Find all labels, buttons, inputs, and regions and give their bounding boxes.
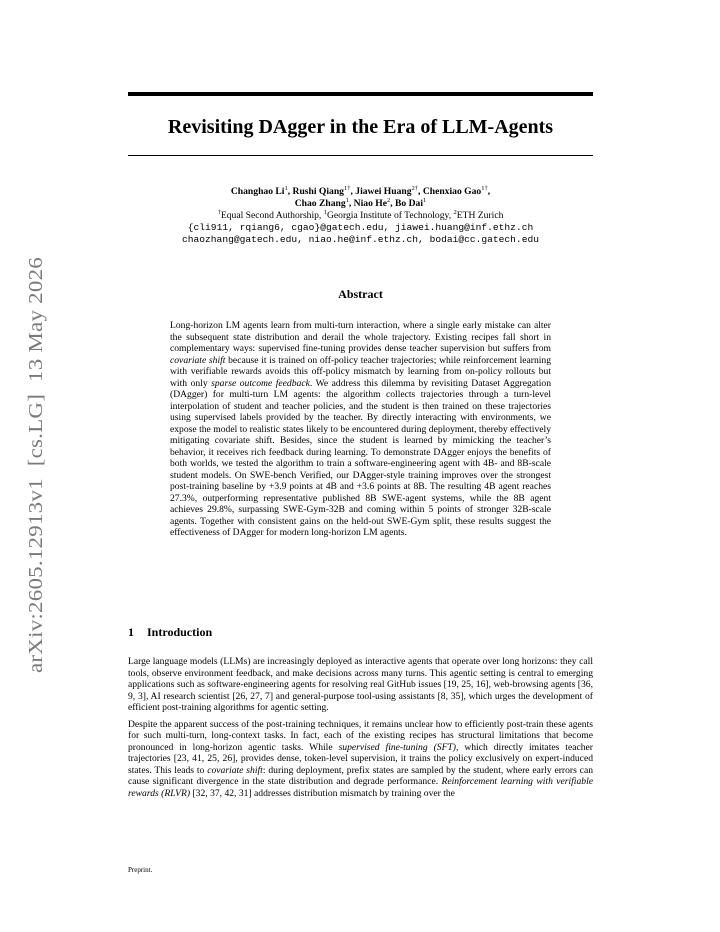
author-name: Niao He — [353, 198, 387, 209]
body-text: Long-horizon LM agents learn from multi-turn interaction, where a single early mistake can alter the subsequent state distribution and derail the whole trajectory. Existing recipes fall short in complementary ways: supervised fine-tuning provides dense teacher supervision but suffers from — [170, 320, 551, 354]
equal-mark: † — [217, 209, 221, 216]
author-block — [128, 186, 593, 246]
author-affiliation-mark: 2 — [386, 197, 391, 204]
author-affiliation-mark: 1† — [343, 185, 351, 192]
author-line-1: Changhao Li$^1$, Rushi Qiang$^{1\dagger}$, Jiawei Huang$^{2\dagger}$, Chenxiao Gao$^{1\dagger}$, — [230, 185, 491, 197]
introduction-body — [128, 656, 593, 804]
section-title: Introduction — [147, 625, 213, 639]
body-text: . We address this dilemma by revisiting Dataset Aggregation (DAgger) for multi-turn LM agents: the algorithm collects trajectories through a turn-level interpolation of student and teacher policies, and the student is then trained on these trajectories using supervised labels provided by the teacher. By directly interacting with environments, we expose the model to realistic states likely to be encountered during deployment, thereby effectively mitigating covariate shift. Besides, since the student is learned by mimicking the teacher’s behavior, it receives rich feedback during learning. To demonstrate DAgger enjoys the benefits of both worlds, we tested the algorithm to train a software-engineering agent with 4B- and 8B-scale student models. On SWE-bench Verified, our DAgger-style training improves over the strongest post-training baseline by +3.9 points at 4B and +3.6 points at 8B. The resulting 4B agent reaches 27.3%, outperforming representative published 8B SWE-agent systems, while the 8B agent achieves 29.8%, surpassing SWE-Gym-32B and coming within 5 points of stronger 32B-scale agents. Together with consistent gains on the held-out SWE-Gym split, these results suggest the effectiveness of DAgger for modern long-horizon LM agents. — [170, 377, 551, 538]
author-name: Bo Dai — [395, 198, 424, 209]
title-top-rule — [128, 92, 593, 96]
emphasized-text: Reinforcement learning with verifiable rewards (RLVR) — [128, 776, 593, 799]
author-affiliation-mark: 1 — [284, 185, 288, 192]
affiliation-1: Georgia Institute of Technology, — [326, 210, 454, 221]
emphasized-text: sparse outcome feedback — [211, 377, 310, 389]
arxiv-stamp-svg — [22, 255, 58, 675]
body-text: because it is trained on off-policy teacher trajectories; while reinforcement learning with verifiable rewards avoids this off-policy mismatch by learning from on-policy rollouts but with only — [170, 354, 551, 389]
affiliations — [128, 210, 593, 222]
introduction-paragraph — [128, 719, 593, 800]
author-affiliation-mark: 1 — [345, 197, 349, 204]
author-affiliation-mark: 2† — [411, 185, 419, 192]
section-number: 1 — [128, 625, 134, 639]
introduction-paragraph — [128, 656, 593, 714]
body-text: Large language models (LLMs) are increasingly deployed as interactive agents that operate over long horizons: they call tools, observe environment feedback, and make decisions across many turns. This agentic setting is central to emerging applications such as software-engineering agents for resolving real GitHub issues [19, 25, 16], web-browsing agents [36, 9, 3], AI research scientist [26, 27, 7] and general-purpose tool-using assistants [8, 35], which urges the development of efficient post-training algorithms for agentic setting. — [128, 656, 593, 713]
author-affiliation-mark: 1 — [423, 197, 427, 204]
affiliation-2-mark: 2 — [453, 209, 457, 216]
abstract-body — [170, 320, 551, 539]
abstract-heading: Abstract — [338, 287, 383, 301]
arxiv-stamp-text: arXiv:2605.12913v1 [cs.LG] 13 May 2026 — [25, 310, 47, 673]
affiliation-1-mark: 1 — [323, 209, 327, 216]
emphasized-text: covariate shift — [207, 764, 263, 776]
body-text: , which directly imitates teacher trajectories [23, 41, 25, 26], provides dense, token-level supervision, it trains the policy exclusively on expert-induced states. This leads to — [128, 741, 593, 776]
author-name: Changhao Li — [230, 186, 285, 197]
email-line-2: chaozhang@gatech.edu, niao.he@inf.ethz.ch, bodai@cc.gatech.edu — [182, 234, 539, 245]
equal-authorship-note: Equal Second Authorship, — [220, 210, 324, 221]
paper-title: Revisiting DAgger in the Era of LLM-Agents — [167, 116, 554, 138]
author-line-2: Chao Zhang$^1$, Niao He$^2$, Bo Dai$^1$ — [294, 197, 427, 209]
author-name: Jiawei Huang — [355, 186, 412, 197]
body-text: : during deployment, prefix states are sampled by the student, where early errors can cause significant divergence in the state distribution and degrade performance. — [128, 764, 593, 787]
emphasized-text: supervised fine-tuning (SFT) — [338, 741, 456, 753]
body-text: [32, 37, 42, 31] addresses distribution mismatch by training over the — [190, 787, 455, 799]
preprint-footer: Preprint. — [128, 866, 153, 874]
author-name: Chao Zhang — [294, 198, 346, 209]
affiliation-2: ETH Zurich — [456, 210, 504, 221]
author-name: Rushi Qiang — [292, 186, 344, 197]
author-affiliation-mark: 1† — [481, 185, 488, 192]
body-text: Despite the apparent success of the post-training techniques, it remains unclear how to efficiently post-train these agents for such multi-turn, long-context tasks. In fact, each of the existing recipes has structural limitations that become pronounced in long-horizon agentic tasks. While — [128, 718, 593, 753]
section-heading-introduction — [128, 625, 212, 640]
email-line-1: {cli911, rqiang6, cgao}@gatech.edu, jiawei.huang@inf.ethz.ch — [187, 222, 534, 233]
arxiv-identifier-stamp — [22, 255, 58, 675]
emphasized-text: covariate shift — [170, 354, 226, 366]
title-bottom-rule — [128, 155, 593, 156]
author-name: Chenxiao Gao — [422, 186, 482, 197]
